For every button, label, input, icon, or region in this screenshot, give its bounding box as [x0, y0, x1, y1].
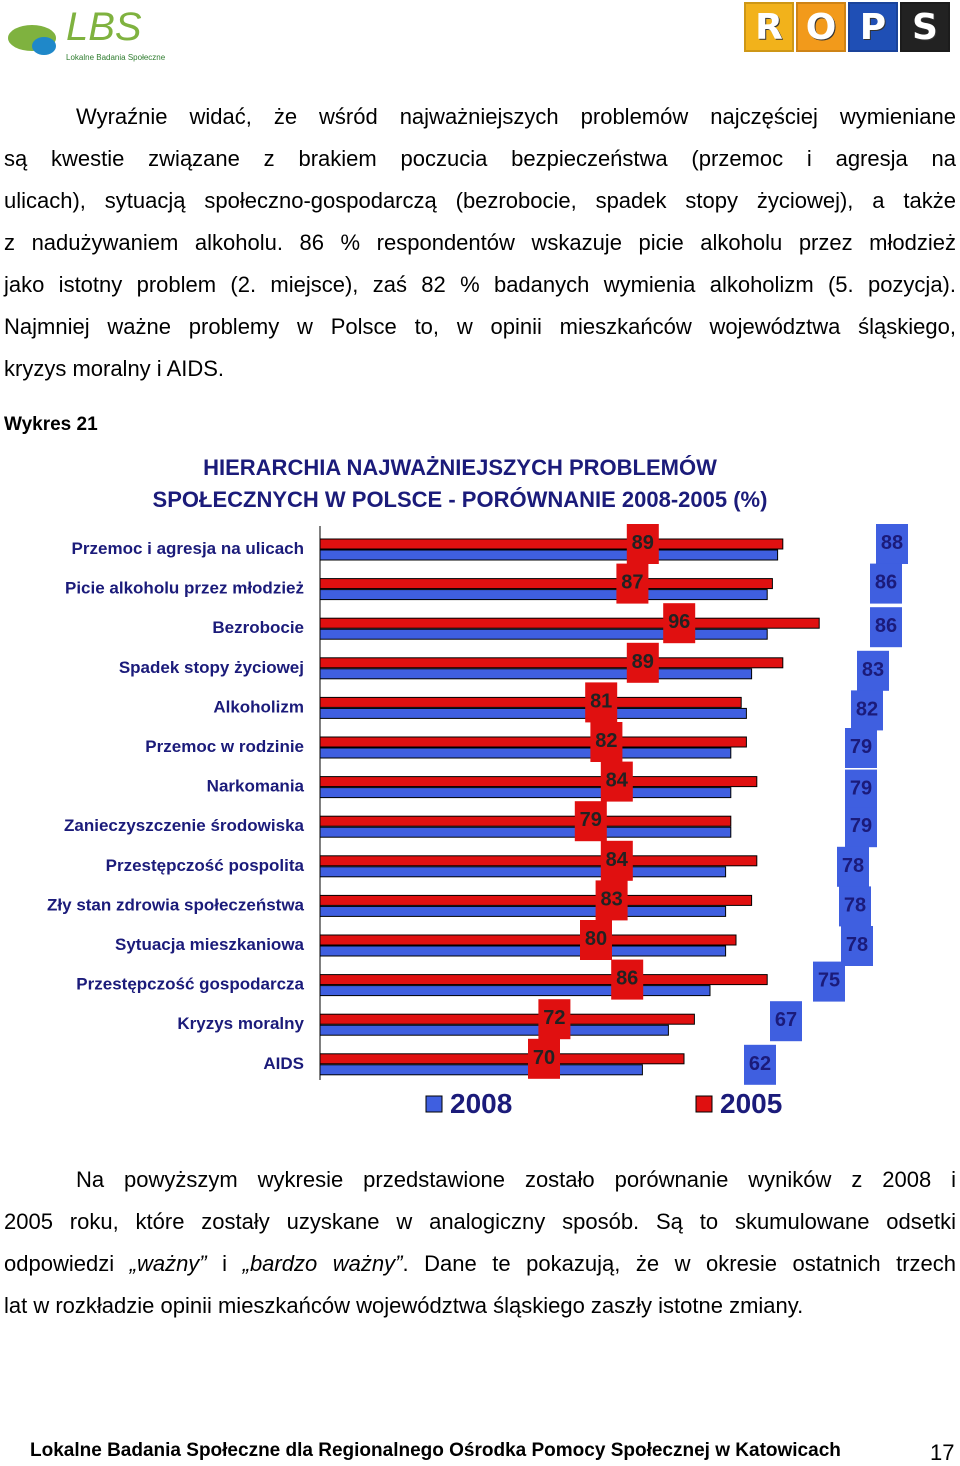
- bar-2008: [320, 590, 767, 600]
- category-label: Zanieczyszczenie środowiska: [64, 816, 304, 836]
- bar-2008: [320, 986, 710, 996]
- emph-wazny: „ważny”: [129, 1251, 207, 1276]
- data-label-2008: 78: [843, 894, 867, 917]
- data-label-2005: 70: [532, 1046, 556, 1069]
- outro-line: 2005 roku, które zostały uzyskane w analogiczny sposób. Są to skumulowane odsetki: [4, 1209, 956, 1234]
- bar-2005: [320, 777, 757, 787]
- intro-line: są kwestie związane z brakiem poczucia bezpieczeństwa (przemoc i agresja na: [4, 146, 956, 171]
- data-label-2008: 79: [849, 777, 873, 800]
- bar-2005: [320, 935, 736, 945]
- bar-2005: [320, 579, 772, 589]
- chart-title: [60, 452, 860, 516]
- legend-label-2005: 2005: [720, 1088, 783, 1119]
- bar-2005: [320, 618, 819, 628]
- data-label-2008: 67: [774, 1009, 798, 1032]
- lbs-logo-text: LBS: [66, 5, 142, 49]
- data-label-2005: 86: [616, 967, 639, 990]
- data-label-2005: 82: [595, 730, 618, 752]
- outro-line: odpowiedzi „ważny” i „bardzo ważny”. Dane te pokazują, że w okresie ostatnich trzech: [4, 1251, 957, 1276]
- category-label: Alkoholizm: [213, 697, 304, 717]
- data-label-2008: 86: [874, 615, 898, 638]
- legend-swatch-2008: [426, 1096, 442, 1112]
- data-label-2005: 89: [631, 532, 654, 554]
- chart-title-line-2: SPOŁECZNYCH W POLSCE - PORÓWNANIE 2008-2005 (%): [152, 487, 768, 512]
- page-footer: Lokalne Badania Społeczne dla Regionalnego Ośrodka Pomocy Społecznej w Katowicach: [30, 1440, 841, 1461]
- data-label-2005: 96: [668, 611, 691, 634]
- intro-line: jako istotny problem (2. miejsce), zaś 82 % badanych wymienia alkoholizm (5. pozycja).: [4, 272, 956, 297]
- data-label-2008: 79: [849, 815, 873, 838]
- category-label: Spadek stopy życiowej: [118, 657, 304, 677]
- bar-2005: [320, 1054, 684, 1064]
- chart-title-line-1: HIERARCHIA NAJWAŻNIEJSZYCH PROBLEMÓW: [203, 455, 717, 480]
- chart-caption: Wykres 21: [4, 414, 98, 435]
- bar-2008: [320, 788, 731, 798]
- bar-2005: [320, 1014, 694, 1024]
- intro-line: Wyraźnie widać, że wśród najważniejszych problemów najczęściej wymieniane: [76, 104, 956, 129]
- bar-2008: [320, 748, 731, 758]
- data-label-2008: 83: [861, 658, 885, 681]
- bar-2008: [320, 827, 731, 837]
- bar-2005: [320, 895, 752, 905]
- data-label-2005: 79: [579, 809, 602, 832]
- outro-paragraph: [4, 1159, 956, 1327]
- rops-letter-s: S: [900, 2, 950, 52]
- category-label: Zły stan zdrowia społeczeństwa: [47, 895, 304, 915]
- category-label: Sytuacja mieszkaniowa: [115, 935, 304, 954]
- data-label-2008: 62: [748, 1052, 772, 1075]
- data-label-2005: 84: [605, 848, 628, 871]
- bar-2008: [320, 629, 767, 639]
- bar-2008: [320, 669, 752, 679]
- data-label-2008: 78: [845, 934, 869, 956]
- category-label: Bezrobocie: [212, 618, 304, 638]
- legend-swatch-2005: [696, 1096, 712, 1112]
- lbs-logo-subtext: Lokalne Badania Społeczne: [66, 53, 166, 62]
- page-header: [0, 0, 960, 70]
- category-label: Picie alkoholu przez młodzież: [65, 578, 304, 598]
- intro-paragraph: [4, 96, 956, 390]
- bar-2005: [320, 816, 731, 826]
- bar-2008: [320, 550, 778, 560]
- bar-2008: [320, 708, 746, 718]
- category-label: Przemoc w rodzinie: [145, 737, 304, 756]
- data-label-2008: 75: [817, 969, 841, 992]
- data-label-2005: 80: [584, 928, 608, 950]
- data-label-2008: 86: [874, 571, 898, 594]
- bar-2005: [320, 539, 783, 549]
- outro-line: Na powyższym wykresie przedstawione zostało porównanie wyników z 2008 i: [76, 1167, 956, 1192]
- intro-line: z nadużywaniem alkoholu. 86 % respondentów wskazuje picie alkoholu przez młodzież: [4, 230, 956, 255]
- category-label: Narkomania: [206, 776, 304, 796]
- data-label-2008: 79: [849, 736, 873, 758]
- intro-line: ulicach), sytuacją społeczno-gospodarczą (bezrobocie, spadek stopy życiowej), a także: [4, 188, 956, 213]
- rops-letter-p: P: [848, 2, 898, 52]
- emph-bardzo-wazny: „bardzo ważny”: [242, 1251, 403, 1276]
- bar-2005: [320, 697, 741, 707]
- data-label-2005: 89: [631, 650, 654, 673]
- intro-line: Najmniej ważne problemy w Polsce to, w opinii mieszkańców województwa śląskiego,: [4, 314, 956, 339]
- bar-2008: [320, 1065, 642, 1075]
- data-label-2008: 88: [880, 532, 904, 554]
- legend-label-2008: 2008: [450, 1088, 513, 1119]
- rops-letter-o: O: [796, 2, 846, 52]
- rops-logo: [744, 2, 952, 52]
- intro-line: kryzys moralny i AIDS.: [4, 356, 225, 381]
- data-label-2005: 87: [621, 571, 644, 594]
- data-label-2005: 83: [600, 888, 623, 911]
- bar-chart: [0, 520, 960, 1140]
- data-label-2008: 82: [855, 698, 879, 721]
- bar-2005: [320, 856, 757, 866]
- data-label-2005: 72: [543, 1007, 566, 1030]
- data-label-2008: 78: [841, 854, 865, 877]
- outro-line: lat w rozkładzie opinii mieszkańców województwa śląskiego zaszły istotne zmiany.: [4, 1293, 804, 1318]
- bar-2008: [320, 906, 726, 916]
- bar-2005: [320, 737, 746, 747]
- category-label: Przestępczość gospodarcza: [76, 974, 304, 994]
- bar-2005: [320, 658, 783, 668]
- data-label-2005: 84: [605, 769, 628, 792]
- data-label-2005: 81: [590, 690, 613, 713]
- category-label: Kryzys moralny: [177, 1014, 304, 1034]
- category-label: Przestępczość pospolita: [105, 855, 304, 875]
- rops-letter-r: R: [744, 2, 794, 52]
- lbs-logo: [4, 2, 166, 64]
- bar-2008: [320, 867, 726, 877]
- category-label: AIDS: [263, 1053, 304, 1073]
- category-label: Przemoc i agresja na ulicach: [71, 539, 304, 558]
- bar-2008: [320, 946, 726, 956]
- page-number: 17: [930, 1440, 955, 1465]
- bar-2005: [320, 975, 767, 985]
- bar-2008: [320, 1025, 668, 1035]
